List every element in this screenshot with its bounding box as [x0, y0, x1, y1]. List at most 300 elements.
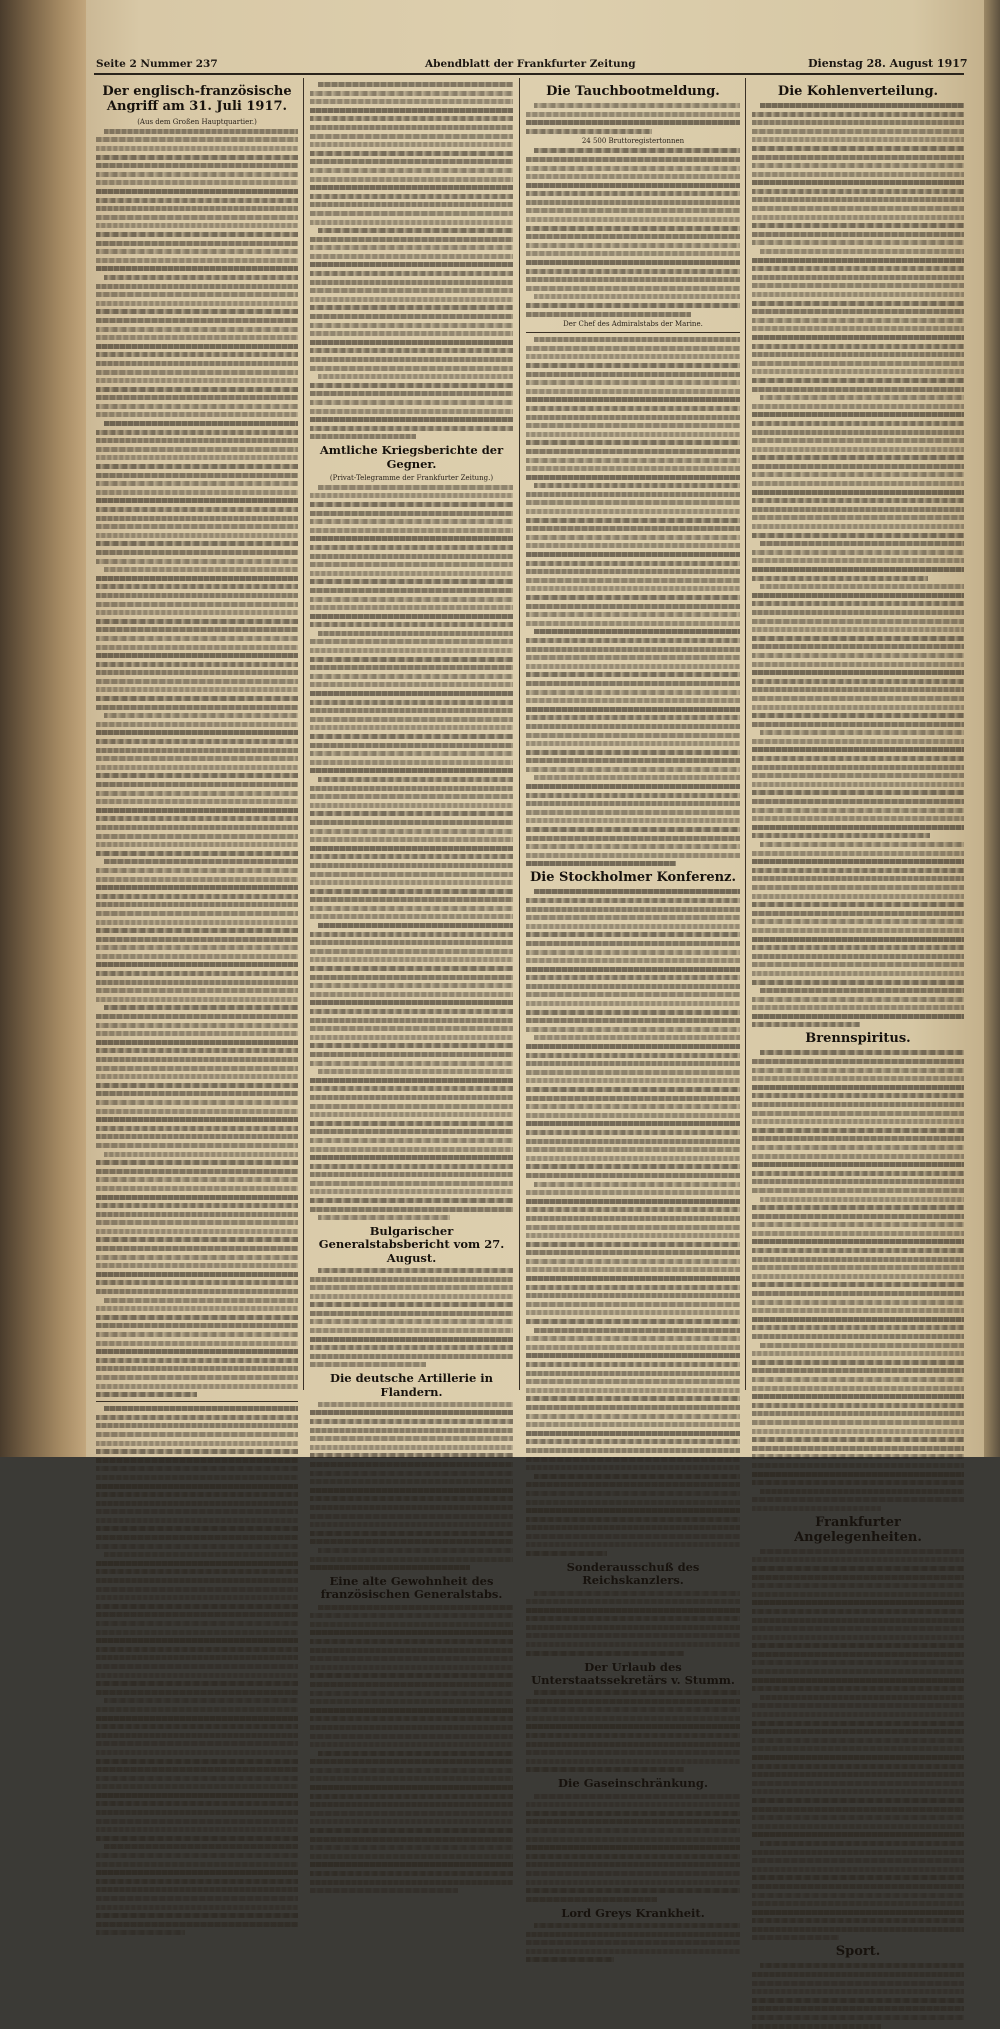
text-line — [310, 417, 513, 422]
text-line — [534, 1923, 740, 1928]
text-line — [96, 370, 298, 375]
text-line — [310, 717, 513, 722]
text-line — [526, 758, 740, 763]
text-line — [96, 773, 298, 778]
text-line — [310, 1311, 513, 1316]
text-line — [310, 1742, 513, 1747]
text-line — [752, 670, 964, 675]
text-line — [534, 1591, 740, 1596]
text-line — [310, 914, 513, 919]
text-line — [752, 129, 964, 134]
text-line — [310, 1648, 513, 1653]
text-line — [310, 1462, 513, 1467]
article-heading: Der Urlaub des Unterstaatssekretärs v. Stumm. — [531, 1659, 735, 1687]
text-line — [310, 1294, 513, 1299]
text-line — [526, 312, 691, 317]
text-line — [526, 1087, 740, 1092]
text-line — [96, 266, 298, 271]
text-line — [318, 1751, 513, 1756]
text-line — [310, 700, 513, 705]
text-line — [752, 868, 964, 873]
text-line — [96, 387, 298, 392]
text-line — [96, 911, 298, 916]
text-line — [526, 432, 740, 437]
text-line — [96, 1793, 298, 1798]
text-line — [310, 220, 513, 225]
text-line — [310, 1419, 513, 1424]
page-number-header: Seite 2 Nummer 237 — [96, 58, 218, 70]
column-1 — [96, 80, 298, 1390]
text-line — [526, 924, 740, 929]
text-line — [96, 1384, 298, 1389]
text-line — [752, 155, 964, 160]
text-line — [96, 679, 298, 684]
text-line — [310, 1095, 513, 1100]
text-line — [310, 314, 513, 319]
text-line — [310, 571, 513, 576]
text-line — [752, 1394, 964, 1399]
text-line — [752, 997, 964, 1002]
text-line — [310, 545, 513, 550]
text-line — [526, 492, 740, 497]
text-line — [96, 1896, 298, 1901]
text-line — [752, 1068, 964, 1073]
text-line — [96, 163, 298, 168]
text-line — [96, 1449, 298, 1454]
text-line — [310, 357, 513, 362]
text-line — [534, 337, 740, 342]
text-line — [96, 1143, 298, 1148]
page-edge — [984, 0, 1000, 1457]
text-line — [760, 103, 964, 108]
text-line — [96, 842, 298, 847]
text-line — [96, 1621, 298, 1626]
text-line — [752, 619, 964, 624]
text-line — [534, 483, 740, 488]
text-line — [310, 1362, 426, 1367]
text-line — [310, 932, 513, 937]
text-line — [310, 1147, 513, 1152]
text-line — [310, 1164, 513, 1169]
text-line — [310, 880, 513, 885]
article-separator — [96, 1401, 298, 1402]
text-line — [310, 1009, 513, 1014]
text-line — [310, 1471, 513, 1476]
text-line — [310, 1514, 513, 1519]
text-line — [752, 1282, 964, 1287]
newspaper-title-header: Abendblatt der Frankfurter Zeitung — [425, 58, 636, 70]
text-line — [752, 885, 964, 890]
text-line — [526, 372, 740, 377]
text-line — [96, 1870, 298, 1875]
article-separator — [526, 332, 740, 333]
text-line — [526, 535, 740, 540]
text-line — [96, 1358, 298, 1363]
text-line — [310, 409, 513, 414]
text-line — [96, 748, 298, 753]
text-line — [526, 907, 740, 912]
text-line — [96, 541, 298, 546]
text-line — [752, 1789, 964, 1794]
text-line — [752, 326, 964, 331]
text-line — [526, 975, 740, 980]
text-line — [96, 1212, 298, 1217]
text-line — [752, 1875, 964, 1880]
text-line — [310, 803, 513, 808]
text-line — [96, 1544, 298, 1549]
text-line — [96, 352, 298, 357]
text-line — [96, 1862, 298, 1867]
text-line — [752, 1351, 964, 1356]
text-line — [96, 473, 298, 478]
text-line — [96, 885, 298, 890]
text-line — [752, 747, 964, 752]
text-line — [526, 836, 740, 841]
text-line — [752, 1798, 964, 1803]
text-line — [96, 223, 298, 228]
text-line — [526, 217, 740, 222]
text-line — [526, 1534, 740, 1539]
text-line — [310, 391, 513, 396]
text-line — [752, 1188, 964, 1193]
text-line — [310, 1759, 513, 1764]
text-line — [96, 1647, 298, 1652]
text-line — [310, 151, 513, 156]
text-line — [526, 1190, 740, 1195]
text-line — [96, 988, 298, 993]
text-line — [310, 940, 513, 945]
article-heading: Amtliche Kriegsberichte der Gegner. — [319, 443, 504, 471]
text-line — [310, 511, 513, 516]
text-line — [96, 1681, 298, 1686]
text-line — [752, 894, 964, 899]
text-line — [96, 550, 298, 555]
text-line — [526, 1199, 740, 1204]
text-line — [752, 335, 964, 340]
text-line — [96, 507, 298, 512]
text-line — [534, 1328, 740, 1333]
text-line — [526, 1225, 740, 1230]
text-line — [534, 1182, 740, 1187]
text-line — [752, 971, 964, 976]
text-line — [310, 426, 513, 431]
text-line — [96, 1518, 298, 1523]
text-line — [96, 696, 298, 701]
text-line — [96, 1366, 298, 1371]
text-line — [96, 730, 298, 735]
text-line — [526, 1113, 740, 1118]
text-line — [310, 1000, 513, 1005]
column-2 — [310, 80, 513, 1602]
text-line — [526, 932, 740, 937]
text-line — [526, 793, 740, 798]
text-line — [752, 1918, 964, 1923]
text-line — [96, 602, 298, 607]
text-line — [526, 569, 740, 574]
article-heading: Lord Greys Krankheit. — [561, 1905, 705, 1920]
text-line — [752, 524, 964, 529]
text-line — [526, 898, 740, 903]
text-line — [526, 1862, 740, 1867]
text-line — [310, 340, 513, 345]
text-line — [752, 1635, 964, 1640]
text-line — [526, 638, 740, 643]
text-line — [96, 1280, 298, 1285]
text-line — [752, 1972, 964, 1977]
text-line — [310, 288, 513, 293]
text-line — [526, 1699, 740, 1704]
text-line — [310, 1302, 513, 1307]
text-line — [96, 1220, 298, 1225]
text-line — [318, 631, 513, 636]
text-line — [526, 655, 740, 660]
text-line — [526, 1336, 740, 1341]
text-line — [526, 1147, 740, 1152]
text-line — [96, 894, 298, 899]
text-line — [752, 1111, 964, 1116]
text-line — [96, 1887, 298, 1892]
text-line — [96, 1741, 298, 1746]
text-line — [318, 374, 513, 379]
text-line — [310, 906, 513, 911]
text-line — [96, 1707, 298, 1712]
text-line — [310, 622, 513, 627]
text-line — [96, 1767, 298, 1772]
text-line — [96, 1023, 298, 1028]
text-line — [104, 1844, 298, 1849]
text-line — [96, 971, 298, 976]
article-body-text — [752, 842, 964, 1027]
text-line — [526, 1448, 740, 1453]
text-line — [310, 1445, 513, 1450]
text-line — [526, 174, 740, 179]
article-subheading: Der Chef des Admiralstabs der Marine. — [563, 320, 703, 329]
article-body-text — [526, 337, 740, 866]
text-line — [96, 1664, 298, 1669]
text-line — [96, 1509, 298, 1514]
text-line — [752, 1781, 964, 1786]
text-line — [310, 562, 513, 567]
text-line — [752, 172, 964, 177]
text-line — [526, 1707, 740, 1712]
text-line — [526, 1949, 740, 1954]
text-line — [526, 1491, 740, 1496]
text-line — [752, 1360, 964, 1365]
text-line — [534, 148, 740, 153]
text-line — [752, 515, 964, 520]
text-line — [752, 301, 964, 306]
text-line — [752, 507, 964, 512]
article-heading: Die Kohlenverteilung. — [777, 84, 939, 99]
text-line — [310, 1345, 513, 1350]
text-line — [318, 1548, 513, 1553]
text-line — [752, 120, 964, 125]
text-line — [96, 1561, 298, 1566]
text-line — [96, 722, 298, 727]
text-line — [96, 447, 298, 452]
text-line — [752, 833, 930, 838]
text-line — [526, 397, 740, 402]
text-line — [310, 323, 513, 328]
text-line — [752, 1274, 964, 1279]
text-line — [96, 1526, 298, 1531]
text-line — [96, 412, 298, 417]
text-line — [96, 189, 298, 194]
text-line — [752, 739, 964, 744]
text-line — [96, 670, 298, 675]
text-line — [752, 799, 964, 804]
text-line — [310, 1155, 513, 1160]
text-line — [752, 1214, 964, 1219]
text-line — [96, 490, 298, 495]
text-line — [752, 705, 964, 710]
text-line — [310, 674, 513, 679]
text-line — [310, 820, 513, 825]
text-line — [752, 1205, 964, 1210]
text-line — [752, 782, 964, 787]
text-line — [526, 1010, 740, 1015]
text-line — [96, 877, 298, 882]
text-line — [526, 1525, 740, 1530]
text-line — [752, 902, 964, 907]
text-line — [310, 1531, 513, 1536]
text-line — [310, 1285, 513, 1290]
text-line — [96, 1750, 298, 1755]
text-line — [752, 1093, 964, 1098]
text-line — [526, 1302, 740, 1307]
text-line — [526, 1276, 740, 1281]
text-line — [752, 1678, 964, 1683]
text-line — [526, 1164, 740, 1169]
text-line — [310, 1026, 513, 1031]
text-line — [526, 1156, 740, 1161]
text-line — [310, 1656, 513, 1661]
text-line — [310, 1665, 513, 1670]
text-line — [310, 889, 513, 894]
text-line — [96, 1415, 298, 1420]
text-line — [310, 400, 513, 405]
text-line — [752, 387, 964, 392]
text-line — [96, 687, 298, 692]
text-line — [526, 1439, 740, 1444]
text-line — [310, 434, 416, 439]
text-line — [96, 1827, 298, 1832]
text-line — [96, 1177, 298, 1182]
text-line — [752, 876, 964, 881]
text-line — [752, 1981, 964, 1986]
article-heading: Eine alte Gewohnheit des französischen Generalstabs. — [320, 1574, 503, 1602]
text-line — [526, 1957, 614, 1962]
text-line — [96, 1638, 298, 1643]
text-line — [96, 1655, 298, 1660]
text-line — [752, 1660, 964, 1665]
text-line — [96, 1484, 298, 1489]
text-line — [526, 1345, 740, 1350]
text-line — [752, 1171, 964, 1176]
text-line — [752, 550, 964, 555]
text-line — [752, 258, 964, 263]
text-line — [96, 455, 298, 460]
text-line — [752, 1998, 964, 2003]
text-line — [752, 1300, 964, 1305]
text-line — [310, 1557, 513, 1562]
text-line — [96, 318, 298, 323]
text-line — [310, 1699, 513, 1704]
text-line — [310, 185, 513, 190]
text-line — [310, 1061, 513, 1066]
text-line — [96, 378, 298, 383]
text-line — [96, 662, 298, 667]
text-line — [752, 593, 964, 598]
text-line — [96, 645, 298, 650]
text-line — [96, 1315, 298, 1320]
text-line — [310, 786, 513, 791]
text-line — [526, 1388, 740, 1393]
text-line — [752, 1480, 964, 1485]
text-line — [752, 1102, 964, 1107]
text-line — [526, 698, 740, 703]
text-line — [534, 1690, 740, 1695]
text-line — [526, 1742, 740, 1747]
text-line — [96, 1441, 298, 1446]
text-line — [752, 283, 964, 288]
text-line — [752, 1600, 964, 1605]
text-line — [752, 352, 964, 357]
text-line — [96, 1922, 298, 1927]
article-heading: Frankfurter Angelegenheiten. — [794, 1514, 922, 1545]
text-line — [752, 146, 964, 151]
text-line — [310, 1725, 513, 1730]
text-line — [96, 1776, 298, 1781]
text-line — [752, 911, 964, 916]
text-line — [752, 292, 964, 297]
text-line — [526, 1517, 740, 1522]
text-line — [752, 1506, 881, 1511]
text-line — [96, 1432, 298, 1437]
text-line — [310, 1181, 513, 1186]
text-line — [526, 1457, 740, 1462]
text-line — [104, 275, 298, 280]
text-line — [526, 1053, 740, 1058]
text-line — [752, 1927, 964, 1932]
text-line — [526, 612, 740, 617]
text-line — [310, 536, 513, 541]
text-line — [526, 1616, 740, 1621]
text-line — [310, 949, 513, 954]
text-line — [752, 421, 964, 426]
text-line — [96, 1126, 298, 1131]
text-line — [752, 498, 964, 503]
text-line — [534, 1794, 740, 1799]
text-line — [310, 1871, 513, 1876]
text-line — [526, 226, 740, 231]
text-line — [752, 1472, 964, 1477]
text-line — [96, 834, 298, 839]
text-line — [96, 524, 298, 529]
text-line — [526, 604, 740, 609]
text-line — [752, 490, 964, 495]
text-line — [310, 1207, 513, 1212]
text-line — [526, 741, 740, 746]
text-line — [96, 1306, 298, 1311]
text-line — [96, 1724, 298, 1729]
text-line — [310, 1078, 513, 1083]
text-line — [752, 1437, 964, 1442]
text-line — [310, 665, 513, 670]
text-line — [752, 189, 964, 194]
article-subheading: 24 500 Bruttoregistertonnen — [581, 137, 685, 146]
text-line — [310, 1410, 513, 1415]
